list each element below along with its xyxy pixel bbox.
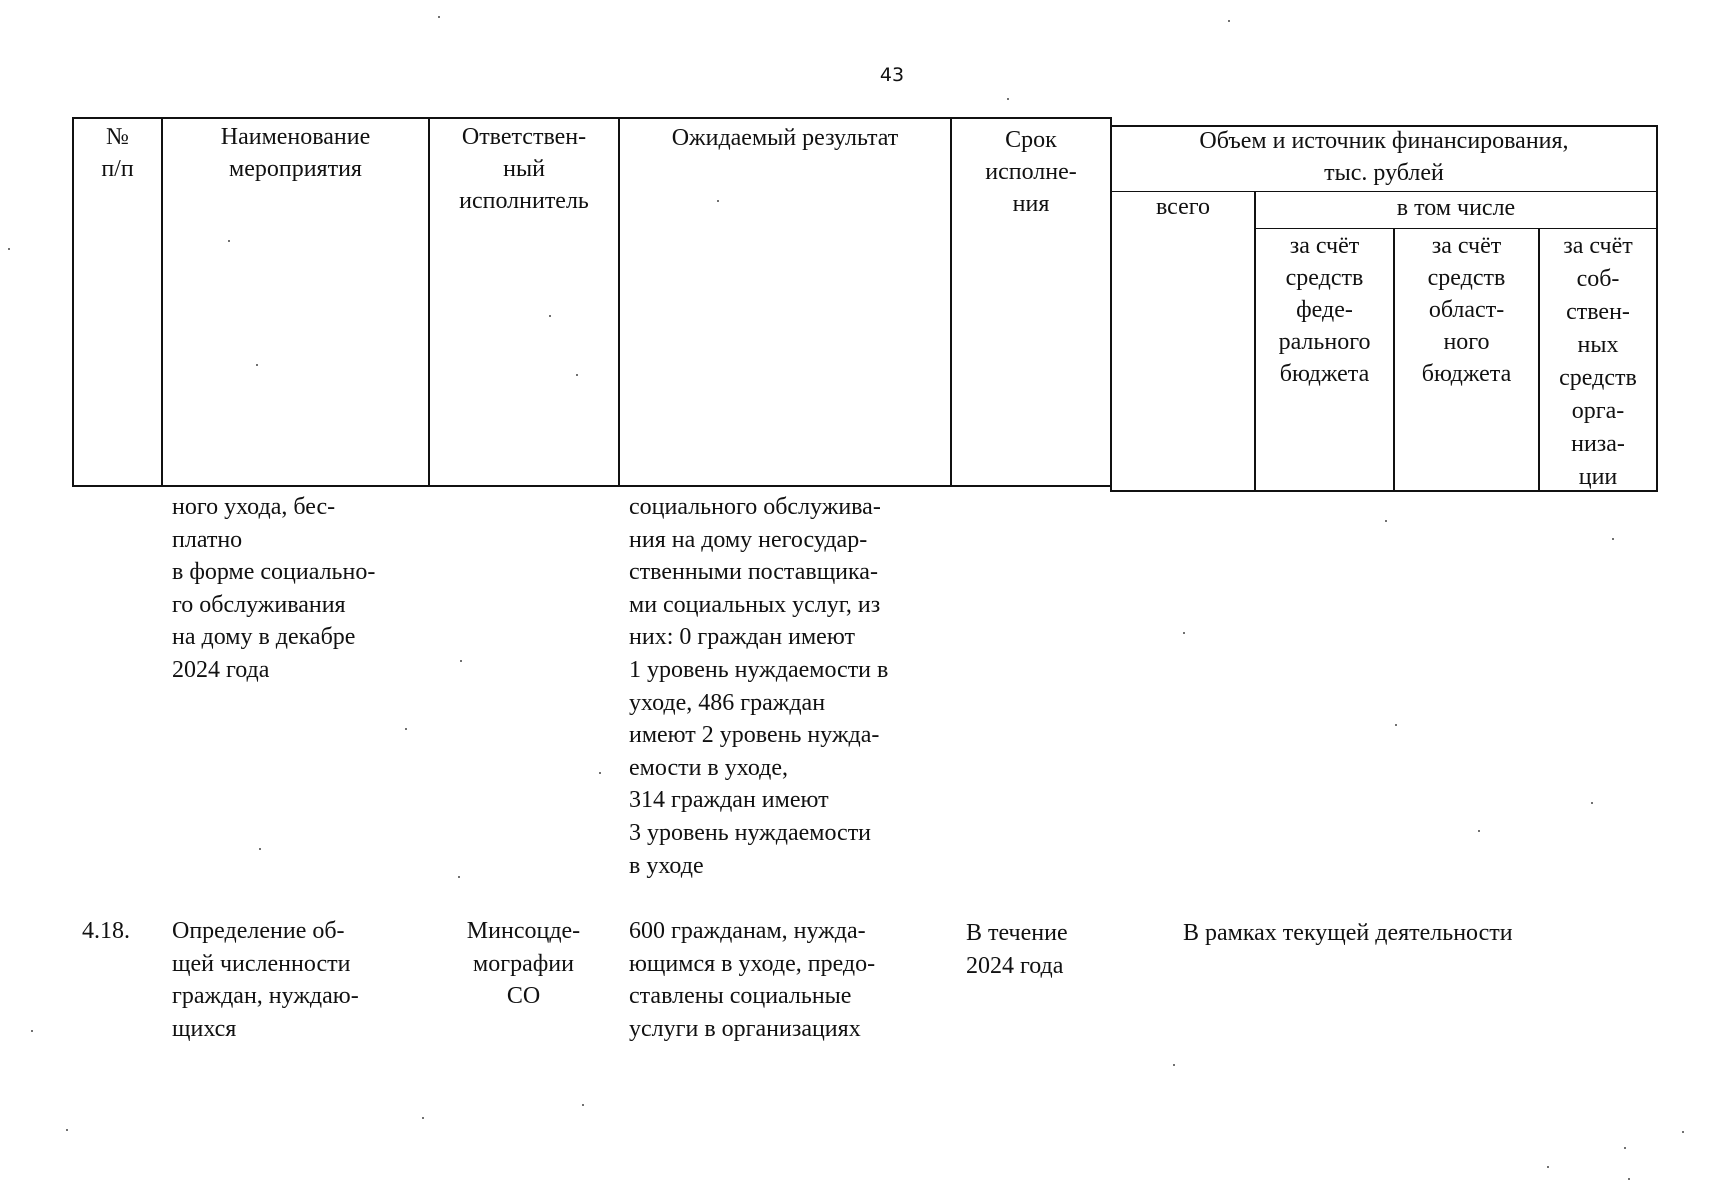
scan-speck: [31, 1030, 33, 1032]
scan-speck: [599, 772, 601, 774]
scan-speck: [458, 876, 460, 878]
scan-speck: [582, 1104, 584, 1106]
scan-speck: [1395, 724, 1397, 726]
col-line-3: [618, 117, 620, 487]
row-4-18-name: Определение об- щей численности граждан, нуждаю- щихся: [172, 918, 359, 1042]
scan-speck: [256, 364, 258, 366]
scan-speck: [1228, 20, 1230, 22]
scan-speck: [1591, 802, 1593, 804]
scan-speck: [1682, 1131, 1684, 1133]
header-bottom-border: [72, 485, 1112, 487]
header-number: № п/п: [101, 124, 134, 182]
scan-speck: [405, 728, 407, 730]
scan-speck: [1385, 520, 1387, 522]
row-4-18-number: 4.18.: [82, 918, 130, 944]
scan-speck: [1624, 1147, 1626, 1149]
scan-speck: [66, 1129, 68, 1131]
header-federal: за счёт средств феде- рального бюджета: [1278, 233, 1371, 387]
scan-speck: [549, 315, 551, 317]
header-own-funds: за счёт соб- ствен- ных средств орга- низа- ции: [1559, 233, 1637, 490]
header-including: в том числе: [1396, 195, 1516, 221]
scan-speck: [1628, 1178, 1630, 1180]
scan-speck: [422, 1117, 424, 1119]
scan-speck: [1183, 632, 1185, 634]
header-term: Срок исполне- ния: [985, 127, 1077, 217]
header-regional: за счёт средств област- ного бюджета: [1421, 233, 1512, 387]
scan-speck: [576, 374, 578, 376]
scan-speck: [717, 200, 719, 202]
scan-speck: [1612, 538, 1614, 540]
scan-speck: [228, 240, 230, 242]
scan-speck: [259, 848, 261, 850]
header-top-border: [72, 117, 1112, 119]
header-total: всего: [1155, 194, 1211, 220]
continued-row-name: ного ухода, бес- платно в форме социально- го обслуживания на дому в декабре 2024 года: [172, 494, 376, 683]
page-number: 43: [879, 64, 905, 86]
row-4-18-result: 600 гражданам, нужда- ющимся в уходе, предо- ставлены социальные услуги в организациях: [629, 918, 876, 1042]
scan-speck: [1173, 1064, 1175, 1066]
scan-speck: [1007, 98, 1009, 100]
header-responsible: Ответствен- ный исполнитель: [459, 124, 589, 214]
including-divider: [1255, 228, 1658, 229]
scan-speck: [1547, 1166, 1549, 1168]
header-funding: Объем и источник финансирования, тыс. рублей: [1199, 128, 1569, 186]
header-result: Ожидаемый результат: [671, 125, 899, 151]
continued-row-result: социального обслужива- ния на дому негосудар- ственными поставщика- ми социальных услуг, из них: 0 граждан имеют 1 уровень нуждаемости в уходе, 486 граждан имеют 2 уровень нужда- емости в уходе, 314 граждан имеют 3 уровень нуждаемости в уходе: [629, 494, 889, 879]
header-name: Наименование мероприятия: [220, 124, 371, 182]
row-4-18-funding: В рамках текущей деятельности: [1183, 920, 1513, 946]
row-4-18-term: В течение 2024 года: [966, 920, 1068, 979]
row-4-18-responsible: Минсоцде- мографии СО: [466, 918, 581, 1010]
scan-speck: [460, 660, 462, 662]
scan-speck: [8, 248, 10, 250]
scan-speck: [1478, 830, 1480, 832]
scan-speck: [438, 16, 440, 18]
col-line-9: [1656, 125, 1658, 492]
